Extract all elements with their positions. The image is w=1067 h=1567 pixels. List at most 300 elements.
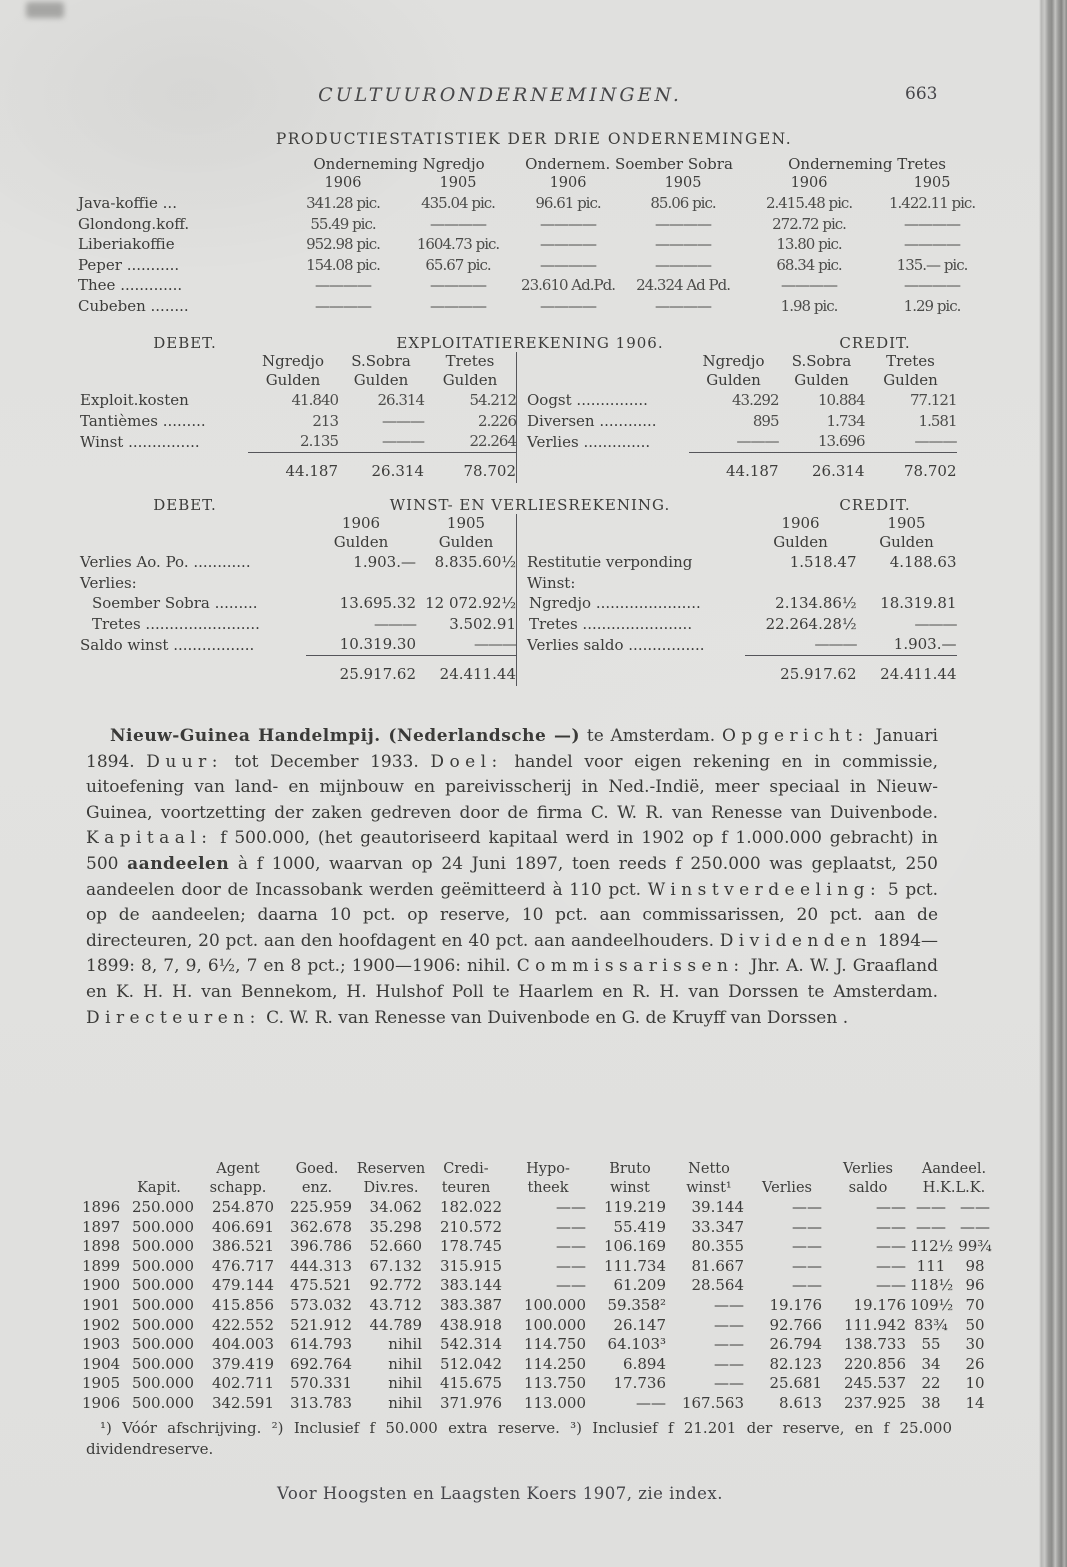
- laagste-koers-cell: 30: [965, 1335, 985, 1354]
- unit-label: Gulden: [438, 533, 494, 551]
- kapitaal-cell: 500.000: [131, 1295, 194, 1314]
- hoogste-koers-cell: 38: [921, 1393, 941, 1412]
- hypotheek-cell: 114.750: [523, 1335, 586, 1354]
- article-text: f 500.000, (het geautoriseerd kapitaal werd in 1902 op f 1.000.000 gebracht) in 500: [86, 828, 938, 874]
- goederen-cell: 614.793: [289, 1335, 352, 1354]
- header-bruto: Bruto: [609, 1161, 651, 1177]
- article-text: handel voor eigen rekening en in commissie, uitoefening van land- en mijnbouw en pareivisscherij in Ned.-Indië, meer speciaal in Nieuw-Guinea, voortzetting der zaken gedreven door de firma C. W. R. van Renesse van Duivenbode.: [86, 751, 938, 823]
- amount: ———: [814, 635, 857, 653]
- amount: 22.264: [469, 432, 516, 450]
- col-header: Ngredjo: [702, 352, 765, 370]
- verlies-cell: 8.613: [779, 1393, 822, 1412]
- account-row: [517, 552, 957, 573]
- amount: ———: [474, 635, 516, 653]
- production-value: 85.06 pic.: [650, 194, 716, 212]
- year-cell: 1902: [82, 1315, 121, 1334]
- kapitaal-cell: 500.000: [131, 1276, 194, 1295]
- production-value: ————: [430, 276, 486, 294]
- production-value: 1.422.11 pic.: [888, 194, 976, 212]
- agentschappen-cell: 479.144: [211, 1276, 274, 1295]
- reserven-cell: nihil: [388, 1335, 422, 1354]
- header-verlies: Verlies: [762, 1180, 812, 1196]
- unit-label: Gulden: [879, 533, 934, 551]
- article-text: 1894—1899: 8, 7, 9, 6½, 7 en 8 pct.; 1900—1906: nihil.: [86, 930, 939, 977]
- bruto-winst-cell: 106.169: [603, 1237, 666, 1256]
- col-header: Ngredjo: [261, 352, 325, 370]
- history-row: [76, 1335, 998, 1355]
- hoogste-koers-cell: 22: [921, 1374, 941, 1393]
- production-year-row: [78, 174, 990, 193]
- verlies-saldo-cell: 138.733: [843, 1335, 906, 1354]
- exploitatie-heading: [80, 334, 980, 352]
- account-row-label: Oogst ...............: [527, 391, 648, 409]
- reserven-cell: nihil: [388, 1374, 422, 1393]
- account-row-label: Winst ...............: [80, 432, 200, 451]
- netto-winst-cell: 80.355: [691, 1237, 744, 1256]
- total-amount: 78.702: [904, 461, 957, 480]
- production-value: ————: [540, 296, 597, 315]
- kapitaal-cell: 500.000: [131, 1217, 194, 1236]
- amount: ———: [374, 614, 416, 633]
- exploitatie-title: EXPLOITATIEREKENING 1906.: [396, 334, 664, 352]
- production-value: 1.29 pic.: [903, 296, 961, 315]
- header-winst1: winst¹: [686, 1180, 732, 1196]
- hoogste-koers-cell: ——: [916, 1217, 946, 1236]
- col-header: Tretes: [886, 352, 935, 370]
- verlies-cell: 26.794: [769, 1335, 822, 1354]
- year-cell: 1897: [82, 1217, 121, 1236]
- history-row: [76, 1218, 998, 1238]
- amount: 2.134.86½: [775, 594, 857, 612]
- amount: 4.188.63: [889, 553, 957, 571]
- amount: ———: [382, 411, 424, 430]
- history-row: [76, 1198, 998, 1218]
- product-label: Thee .............: [78, 276, 183, 294]
- total-amount: 26.314: [812, 461, 865, 480]
- col-header: Tretes: [445, 352, 495, 370]
- total-amount: 78.702: [463, 461, 516, 480]
- amount: 1.518.47: [789, 553, 857, 571]
- verlies-saldo-cell: ——: [876, 1256, 906, 1275]
- account-row-label: Winst:: [527, 573, 576, 592]
- verlies-saldo-cell: ——: [876, 1217, 906, 1236]
- goederen-cell: 573.032: [289, 1295, 352, 1314]
- laagste-koers-cell: 98: [965, 1256, 985, 1275]
- netto-winst-cell: 39.144: [691, 1198, 744, 1216]
- crediteuren-cell: 512.042: [439, 1354, 502, 1373]
- kapitaal-cell: 500.000: [131, 1335, 194, 1354]
- debet-total-row: [80, 662, 516, 686]
- credit-label: CREDIT.: [839, 334, 911, 352]
- history-row: [76, 1257, 998, 1277]
- production-value: ————: [430, 214, 486, 233]
- production-value: 435.04 pic.: [421, 194, 495, 212]
- year-cell: 1906: [790, 175, 828, 191]
- wv-credit-table: [516, 514, 957, 686]
- goederen-cell: 362.678: [289, 1217, 352, 1236]
- crediteuren-cell: 371.976: [439, 1393, 502, 1412]
- winst-verlies-heading: [80, 496, 980, 514]
- account-row-label: Verlies ..............: [527, 432, 651, 451]
- reserven-cell: 34.062: [369, 1198, 422, 1216]
- winst-verlies-title: WINST- EN VERLIESREKENING.: [389, 496, 671, 514]
- account-row-label: Tretes .......................: [529, 614, 693, 633]
- hypotheek-cell: 113.000: [523, 1393, 586, 1412]
- reserven-cell: nihil: [388, 1354, 422, 1373]
- debet-total-row: [80, 459, 516, 483]
- year-cell: 1906: [324, 175, 362, 191]
- unit-label: Gulden: [706, 371, 761, 389]
- production-row: [78, 214, 990, 235]
- account-row-label: Verlies saldo ................: [527, 635, 705, 654]
- hoogste-koers-cell: 111: [916, 1256, 946, 1275]
- production-body: [78, 193, 990, 316]
- col-header: S.Sobra: [791, 352, 852, 370]
- debet-label: DEBET.: [153, 496, 217, 514]
- account-row-label: Restitutie verponding: [527, 553, 693, 571]
- company-article: [86, 724, 938, 1031]
- verlies-cell: ——: [792, 1256, 822, 1275]
- total-amount: 44.187: [726, 461, 779, 480]
- total-amount: 24.411.44: [880, 664, 957, 683]
- reserven-cell: 44.789: [369, 1315, 422, 1334]
- verlies-cell: 19.176: [769, 1295, 822, 1314]
- article-text: te Amsterdam.: [580, 726, 722, 746]
- verlies-cell: ——: [792, 1276, 822, 1295]
- hypotheek-cell: ——: [556, 1256, 586, 1275]
- netto-winst-cell: ——: [714, 1295, 744, 1314]
- netto-winst-cell: 167.563: [681, 1393, 744, 1412]
- verlies-saldo-cell: ——: [876, 1237, 906, 1256]
- article-keyword: Commissarissen:: [516, 956, 745, 977]
- goederen-cell: 396.786: [289, 1237, 352, 1256]
- reserven-cell: 35.298: [369, 1217, 422, 1236]
- production-title: PRODUCTIESTATISTIEK DER DRIE ONDERNEMINGEN.: [275, 130, 793, 148]
- header-teuren: teuren: [441, 1180, 491, 1196]
- amount: 54.212: [469, 391, 516, 409]
- hypotheek-cell: 114.250: [523, 1354, 586, 1373]
- amount: 10.319.30: [339, 635, 416, 653]
- verlies-saldo-cell: 220.856: [843, 1354, 906, 1373]
- verlies-saldo-cell: 19.176: [853, 1295, 906, 1314]
- bruto-winst-cell: 6.894: [623, 1354, 666, 1373]
- production-value: ————: [904, 276, 961, 294]
- hoogste-koers-cell: 109½: [910, 1295, 954, 1314]
- production-value: 2.415.48 pic.: [765, 194, 853, 212]
- year-cell: 1896: [82, 1198, 121, 1216]
- product-label: Peper ...........: [78, 255, 180, 274]
- amount: 8.835.60½: [434, 553, 516, 571]
- credit-total-row: [517, 459, 957, 483]
- article-text: tot December 1933.: [222, 751, 431, 772]
- year-header: 1906: [781, 514, 820, 532]
- hoogste-koers-cell: 34: [921, 1354, 941, 1373]
- total-amount: 26.314: [371, 461, 424, 480]
- history-header-bottom: [76, 1179, 998, 1198]
- account-row: [80, 634, 516, 655]
- agentschappen-cell: 402.711: [211, 1374, 274, 1393]
- unit-label: Gulden: [773, 533, 828, 551]
- header-saldo: saldo: [848, 1180, 888, 1196]
- credit-label: CREDIT.: [839, 496, 911, 514]
- agentschappen-cell: 404.003: [211, 1335, 274, 1354]
- agentschappen-cell: 415.856: [211, 1295, 274, 1314]
- year-cell: 1905: [439, 175, 477, 191]
- header-aandeel: Aandeel.: [921, 1161, 987, 1177]
- production-value: 1604.73 pic.: [416, 235, 500, 253]
- amount: 12 072.92½: [425, 594, 516, 612]
- article-keyword: Kapitaal:: [86, 828, 213, 849]
- crediteuren-cell: 383.387: [439, 1295, 502, 1314]
- article-bold: aandeelen: [127, 853, 230, 874]
- year-header: 1905: [887, 514, 926, 532]
- kapitaal-cell: 500.000: [131, 1374, 194, 1393]
- production-value: ————: [655, 296, 712, 315]
- production-value: ————: [655, 235, 712, 253]
- netto-winst-cell: ——: [714, 1315, 744, 1334]
- product-label: Glondong.koff.: [78, 214, 190, 233]
- agentschappen-cell: 379.419: [211, 1354, 274, 1373]
- account-row-label: Exploit.kosten: [80, 391, 189, 409]
- amount: 895: [752, 411, 779, 430]
- history-row: [76, 1374, 998, 1394]
- account-row-label: Ngredjo ......................: [529, 594, 701, 612]
- crediteuren-cell: 182.022: [439, 1198, 502, 1216]
- header-netto: Netto: [688, 1161, 730, 1177]
- kapitaal-cell: 500.000: [131, 1237, 194, 1256]
- header-winst: winst: [610, 1180, 650, 1196]
- history-row: [76, 1276, 998, 1296]
- amount: ———: [914, 432, 957, 450]
- production-value: 68.34 pic.: [776, 255, 842, 274]
- production-value: 952.98 pic.: [306, 235, 380, 253]
- crediteuren-cell: 210.572: [439, 1217, 502, 1236]
- header-schapp: schapp.: [209, 1180, 267, 1196]
- kapitaal-cell: 500.000: [131, 1354, 194, 1373]
- article-text: Jhr. A. W. J. Graafland en K. H. H. van Bennekom, H. Hulshof Poll te Haarlem en R. H. van Dorssen te Amsterdam.: [86, 956, 938, 1002]
- amount: 77.121: [910, 391, 957, 409]
- closing-line: Voor Hoogsten en Laagsten Koers 1907, zie index.: [277, 1484, 723, 1503]
- production-value: ————: [655, 214, 712, 233]
- production-group-header-row: [78, 154, 990, 174]
- company-name: Nieuw-Guinea Handelmpij. (Nederlandsche —): [110, 726, 581, 746]
- production-value: 96.61 pic.: [535, 194, 601, 212]
- agentschappen-cell: 476.717: [211, 1256, 274, 1275]
- financial-history-table: [76, 1160, 998, 1414]
- production-value: 154.08 pic.: [306, 255, 380, 274]
- production-row: [78, 275, 990, 296]
- amount: 13.696: [818, 432, 865, 450]
- article-text: à f 1000, waarvan op 24 Juni 1897, toen reeds f 250.000 was geplaatst, 250 aandeelen door de Incassobank werden geëmitteerd à 110 pct.: [86, 853, 938, 900]
- article-keyword: Opgericht:: [721, 726, 869, 746]
- production-value: ————: [315, 296, 371, 315]
- crediteuren-cell: 178.745: [439, 1237, 502, 1256]
- account-row: [517, 411, 957, 432]
- total-amount: 24.411.44: [439, 664, 516, 683]
- account-row: [517, 614, 957, 635]
- production-value: 341.28 pic.: [306, 194, 380, 212]
- account-row-label: Diversen ............: [527, 411, 657, 430]
- history-row: [76, 1296, 998, 1316]
- credit-total-row: [517, 662, 957, 686]
- amount: 213: [312, 411, 338, 430]
- reserven-cell: 52.660: [369, 1237, 422, 1256]
- production-value: 24.324 Ad Pd.: [636, 276, 730, 294]
- reserven-cell: 43.712: [369, 1295, 422, 1314]
- amount: 22.264.28½: [765, 614, 857, 633]
- history-row: [76, 1237, 998, 1257]
- year-cell: 1906: [82, 1393, 121, 1412]
- amount: 41.840: [291, 391, 338, 409]
- account-row: [517, 573, 957, 594]
- bruto-winst-cell: 111.734: [603, 1256, 666, 1275]
- group-soember-sobra: Ondernem. Soember Sobra: [525, 155, 733, 173]
- laagste-koers-cell: ——: [960, 1198, 990, 1216]
- account-row: [80, 593, 516, 614]
- reserven-cell: nihil: [388, 1393, 422, 1412]
- year-cell: 1906: [549, 175, 587, 191]
- year-header: 1905: [446, 514, 486, 532]
- production-row: [78, 193, 990, 214]
- header-hypo: Hypo-: [526, 1161, 570, 1177]
- bruto-winst-cell: 55.419: [613, 1217, 666, 1236]
- account-row: [517, 431, 957, 452]
- netto-winst-cell: 81.667: [691, 1256, 744, 1275]
- production-value: ————: [904, 214, 961, 233]
- hoogste-koers-cell: 83¾: [914, 1315, 948, 1334]
- unit-label: Gulden: [333, 533, 389, 551]
- reserven-cell: 67.132: [369, 1256, 422, 1275]
- year-cell: 1898: [82, 1237, 121, 1256]
- amount: 1.903.—: [893, 635, 957, 653]
- footnotes: ¹) Vóór afschrijving. ²) Inclusief f 50.000 extra reserve. ³) Inclusief f 21.201 der reserve, en f 25.000 dividendreserve.: [86, 1419, 952, 1458]
- amount: 13.695.32: [339, 594, 416, 612]
- account-row: [80, 431, 516, 452]
- header-hklk: H.K.L.K.: [922, 1180, 986, 1196]
- production-value: 65.67 pic.: [425, 255, 491, 274]
- header-kapit: Kapit.: [137, 1180, 181, 1196]
- group-tretes: Onderneming Tretes: [788, 155, 946, 173]
- kapitaal-cell: 250.000: [131, 1198, 194, 1216]
- article-keyword: Doel:: [430, 751, 503, 772]
- production-value: ————: [781, 276, 838, 294]
- account-row: [80, 411, 516, 432]
- goederen-cell: 444.313: [289, 1256, 352, 1275]
- goederen-cell: 521.912: [289, 1315, 352, 1334]
- header-goed: Goed.: [295, 1161, 339, 1177]
- production-value: ————: [315, 276, 371, 294]
- amount: 2.135: [300, 432, 338, 450]
- laagste-koers-cell: 50: [965, 1315, 985, 1334]
- account-row: [80, 614, 516, 635]
- bruto-winst-cell: 17.736: [613, 1374, 666, 1393]
- article-text: C. W. R. van Renesse van Duivenbode en G. de Kruyff van Dorssen .: [260, 1007, 849, 1028]
- article-keyword: Winstverdeeling:: [647, 879, 882, 900]
- amount: 1.734: [826, 411, 865, 430]
- production-value: ————: [540, 214, 597, 233]
- page-number: 663: [905, 84, 938, 104]
- kapitaal-cell: 500.000: [131, 1393, 194, 1412]
- netto-winst-cell: ——: [714, 1335, 744, 1354]
- production-value: 13.80 pic.: [776, 235, 842, 253]
- netto-winst-cell: ——: [714, 1354, 744, 1373]
- netto-winst-cell: 33.347: [691, 1217, 744, 1236]
- verlies-cell: ——: [792, 1237, 822, 1256]
- header-divres: Div.res.: [363, 1180, 419, 1196]
- hypotheek-cell: ——: [556, 1237, 586, 1256]
- production-value: 272.72 pic.: [772, 214, 846, 233]
- unit-label: Gulden: [442, 371, 498, 389]
- production-value: 55.49 pic.: [310, 214, 376, 233]
- goederen-cell: 475.521: [289, 1276, 352, 1295]
- production-row: [78, 255, 990, 276]
- netto-winst-cell: ——: [714, 1374, 744, 1393]
- wv-debet-table: [80, 514, 516, 686]
- year-cell: 1905: [82, 1374, 121, 1393]
- verlies-cell: 25.681: [769, 1374, 822, 1393]
- hypotheek-cell: 100.000: [523, 1315, 586, 1334]
- production-value: ————: [540, 255, 597, 274]
- unit-label: Gulden: [883, 371, 938, 389]
- verlies-cell: 92.766: [769, 1315, 822, 1334]
- article-keyword: Dividenden: [719, 930, 873, 951]
- amount: 10.884: [818, 391, 865, 409]
- bruto-winst-cell: 61.209: [613, 1276, 666, 1295]
- netto-winst-cell: 28.564: [691, 1276, 744, 1295]
- year-header: 1906: [341, 514, 381, 532]
- hoogste-koers-cell: 118½: [910, 1276, 954, 1295]
- winst-verlies-section: [80, 496, 980, 686]
- account-row: [80, 390, 516, 411]
- amount: 43.292: [732, 391, 779, 409]
- agentschappen-cell: 342.591: [211, 1393, 274, 1412]
- laagste-koers-cell: 26: [965, 1354, 985, 1373]
- account-row: [80, 573, 516, 594]
- hypotheek-cell: ——: [556, 1276, 586, 1295]
- laagste-koers-cell: 96: [965, 1276, 985, 1295]
- kapitaal-cell: 500.000: [131, 1256, 194, 1275]
- verlies-cell: ——: [792, 1217, 822, 1236]
- account-row: [517, 390, 957, 411]
- history-row: [76, 1355, 998, 1375]
- production-value: ————: [430, 296, 486, 315]
- crediteuren-cell: 438.918: [439, 1315, 502, 1334]
- amount: 1.581: [918, 411, 957, 430]
- account-row-label: Saldo winst .................: [80, 635, 255, 654]
- book-edge-shadow: [1039, 0, 1067, 1567]
- laagste-koers-cell: 70: [965, 1295, 985, 1314]
- hypotheek-cell: 100.000: [523, 1295, 586, 1314]
- crediteuren-cell: 415.675: [439, 1374, 502, 1393]
- total-amount: 25.917.62: [339, 664, 416, 683]
- amount: 2.226: [478, 411, 516, 430]
- product-label: Liberiakoffie: [78, 235, 175, 253]
- account-row-label: Tantièmes .........: [80, 411, 206, 430]
- amount: 3.502.91: [449, 614, 516, 633]
- total-amount: 25.917.62: [780, 664, 857, 683]
- financial-history-section: [76, 1160, 992, 1414]
- article-text: Januari 1894.: [86, 726, 938, 772]
- amount: ———: [382, 432, 424, 450]
- production-value: ————: [540, 235, 597, 253]
- hoogste-koers-cell: 55: [921, 1335, 941, 1354]
- article-keyword: Directeuren:: [86, 1007, 261, 1028]
- production-row: [78, 234, 990, 255]
- amount: ———: [736, 432, 779, 450]
- amount: ———: [914, 614, 957, 633]
- header-theek: theek: [527, 1180, 569, 1196]
- year-cell: 1903: [82, 1335, 121, 1354]
